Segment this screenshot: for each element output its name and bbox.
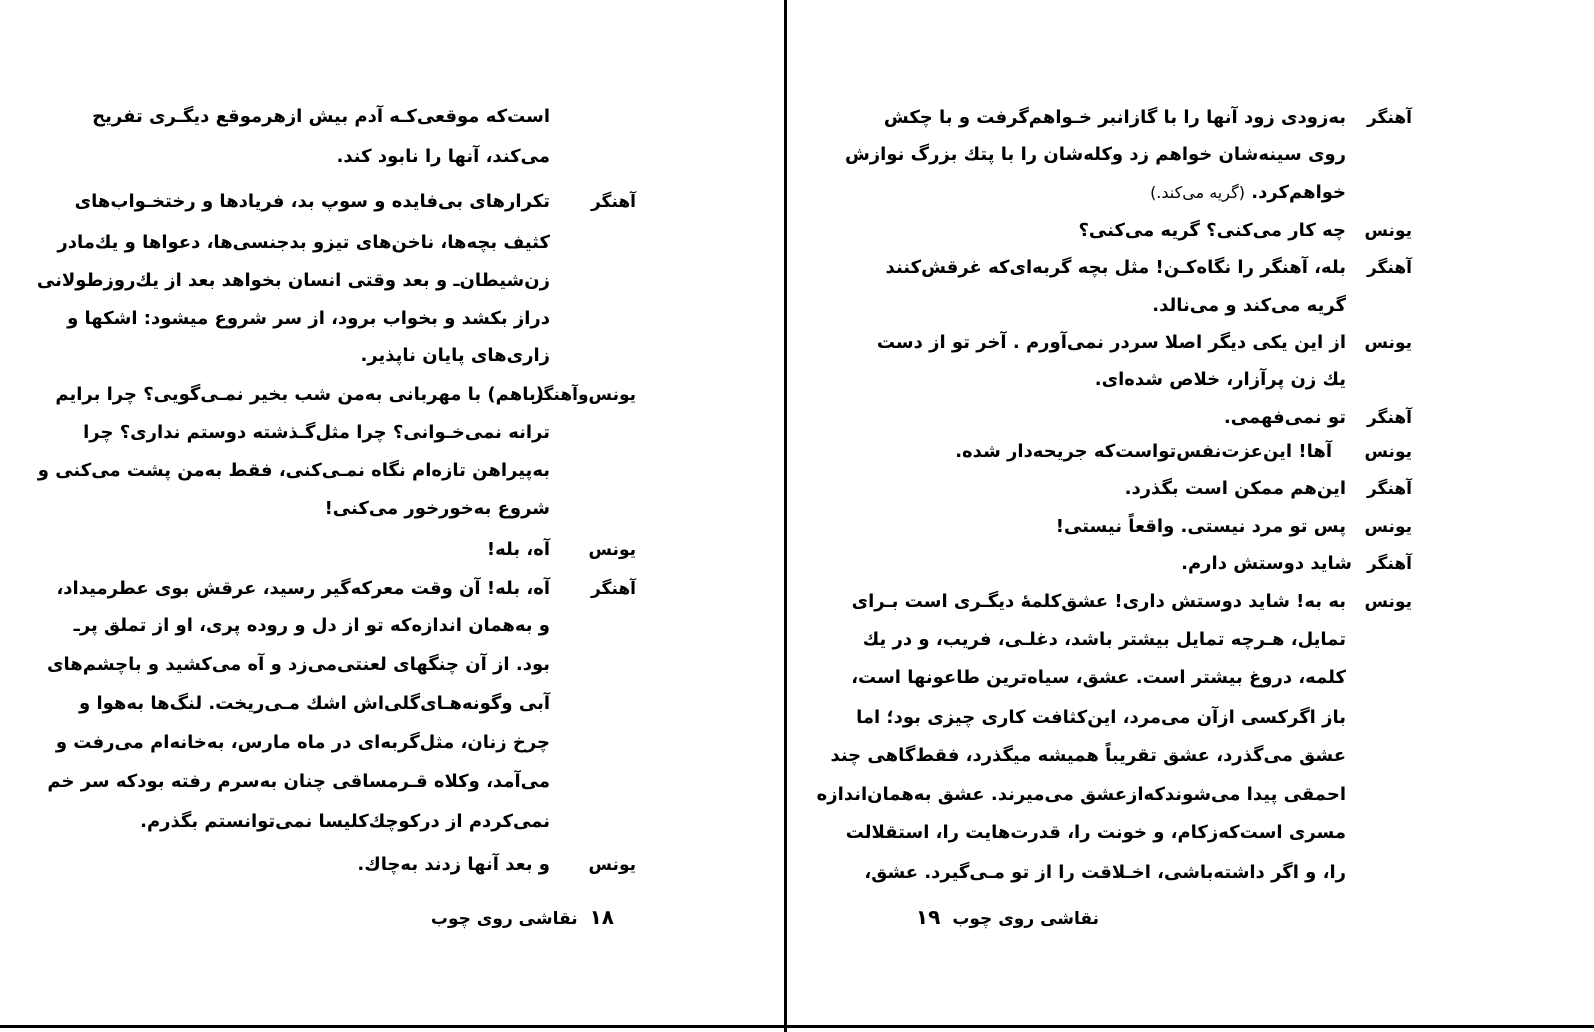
text-line: باز اگرکسی ازآن می‌مرد، این‌کثافت کاری چیزی بود؛ اما: [856, 707, 1346, 728]
text-line: می‌آمد، وکلاه قـرمساقی چنان به‌سرم رفته بودکه سر خم: [47, 771, 550, 792]
text-line: زاری‌های پایان ناپذیر.: [360, 345, 550, 366]
page-footer: [431, 905, 614, 931]
text-line: [1150, 181, 1346, 205]
speaker-younes: یونس: [588, 540, 636, 560]
text-line: تمایل، هـرچه تمایل بیشتر باشد، دغلـی، فریب، و در یك: [862, 629, 1346, 650]
text-line: زن‌شیطان‌ـ و بعد وقتی انسان بخواهد بعد از یك‌روزطولانی: [36, 270, 550, 291]
text-line: و به‌همان اندازه‌که تو از دل و روده پری، او از تملق پر‌ـ: [73, 615, 550, 636]
text-line: احمقی پیدا می‌شوندکه‌ازعشق می‌میرند. عشق به‌همان‌اندازه: [816, 784, 1346, 805]
speaker-ahangar: آهنگر: [1366, 108, 1412, 128]
book-title: نقاشی روی چوب: [430, 909, 578, 929]
text-line: عشق می‌گذرد، عشق تقریباً همیشه میگذرد، فقط‌گاهی چند: [830, 745, 1346, 766]
speaker-younes: یونس: [1364, 517, 1412, 537]
speaker-younes: یونس: [1364, 221, 1412, 241]
text-line: کلمه، دروغ بیشتر است. عشق، سیاه‌ترین طاعونها است،: [851, 667, 1346, 688]
text-line: روی سینه‌شان خواهم زد وکله‌شان را با پتك بزرگ نوازش: [844, 144, 1346, 165]
text-line: شروع به‌خورخور می‌کنی!: [324, 498, 550, 519]
text-line: شاید دوستش دارم.: [1181, 553, 1352, 574]
text-line: پس تو مرد نیستی. واقعاً نیستی!: [1055, 516, 1346, 537]
speaker-ahangar: آهنگر: [1366, 554, 1412, 574]
text-line: آبی وگونه‌هـای‌گلی‌اش اشك مـی‌ریخت. لنگ‌ها به‌هوا و: [79, 693, 550, 714]
book-title: نقاشی روی چوب: [952, 909, 1099, 929]
text-line: آه، بله! آن وقت معرکه‌گیر رسید، عرقش بوی عطرمیداد،: [56, 578, 550, 599]
text-line: دراز بکشد و بخواب برود، از سر شروع میشود: اشکها و: [67, 308, 550, 329]
text-line: گریه می‌کند و می‌نالد.: [1152, 295, 1346, 316]
stage-direction: (گریه می‌کند.): [1150, 183, 1245, 202]
text-segment: خواهم‌کرد.: [1251, 182, 1346, 203]
speaker-younes: یونس: [1364, 442, 1412, 462]
text-line: تکرارهای بی‌فایده و سوپ بد، فریادها و رختخـواب‌های: [74, 191, 550, 212]
text-line: از این یکی دیگر اصلا سردر نمی‌آورم . آخر تو از دست: [876, 332, 1346, 353]
text-line: این‌هم ممکن است بگذرد.: [1124, 478, 1346, 499]
left-page: [0, 0, 784, 1032]
text-line: چرخ زنان، مثل‌گربه‌ای در ماه مارس، به‌خانه‌ام می‌رفت و: [55, 732, 550, 753]
page-number: ۱۹: [915, 905, 941, 929]
text-line: آه، بله!: [486, 539, 550, 560]
text-line: نمی‌کردم از درکوچك‌کلیسا نمی‌توانستم بگذرم.: [140, 811, 550, 832]
text-line: به‌زودی زود آنها را با گازانبر خـواهم‌گرفت و با چکش: [883, 107, 1346, 128]
speaker-ahangar: آهنگر: [1366, 479, 1412, 499]
page-number: ۱۸: [589, 905, 614, 929]
text-line: ترانه نمی‌خـوانی؟ چرا مثل‌گـذشته دوستم نداری؟ چرا: [83, 422, 550, 443]
text-line: کثیف بچه‌ها، ناخن‌های تیزو بدجنسی‌ها، دعواها و یك‌مادر: [57, 232, 550, 253]
right-page: [787, 0, 1594, 1032]
text-line: یك زن پرآزار، خلاص شده‌ای.: [1094, 369, 1346, 390]
text-line: تو نمی‌فهمی.: [1223, 407, 1346, 428]
speaker-ahangar: آهنگر: [590, 579, 636, 599]
text-line: است‌که موقعی‌کـه آدم بیش ازهرموقع دیگـری تفریح: [92, 106, 550, 127]
text-line: آها! این‌عزت‌نفس‌تواست‌که جریحه‌دار شده.: [955, 441, 1332, 462]
text-line: را، و اگر داشته‌باشی، اخـلاقت را از تو مـی‌گیرد. عشق،: [864, 862, 1346, 883]
text-line: مسری است‌که‌زکام، و خونت را، قدرت‌هایت را، استقلالت: [845, 822, 1346, 843]
text-line: به‌پیراهن تازه‌ام نگاه نمـی‌کنی، فقط به‌من پشت می‌کنی و: [37, 460, 550, 481]
speaker-younes: یونس: [588, 855, 636, 875]
speaker-younes: یونس: [1364, 333, 1412, 353]
speaker-ahangar: آهنگر: [1366, 258, 1412, 278]
page-footer: [916, 905, 1099, 931]
text-line: (باهم) با مهربانی به‌من شب بخیر نمـی‌گویی؟ چرا برایم: [55, 384, 544, 405]
speaker-younes: یونس: [1364, 592, 1412, 612]
text-line: چه کار می‌کنی؟ گریه می‌کنی؟: [1078, 220, 1346, 241]
speaker-younes-and-ahangar: یونس‌وآهنگر: [532, 385, 636, 405]
text-line: می‌کند، آنها را نابود کند.: [336, 146, 550, 167]
speaker-ahangar: آهنگر: [590, 192, 636, 212]
text-line: به به! شاید دوستش داری! عشق‌کلمهٔ دیگـری است بـرای: [851, 591, 1346, 612]
text-line: بود. از آن چنگهای لعنتی‌می‌زد و آه می‌کشید و باچشم‌های: [46, 654, 550, 675]
speaker-ahangar: آهنگر: [1366, 408, 1412, 428]
text-line: بله، آهنگر را نگاه‌کـن! مثل بچه گربه‌ای‌که غرقش‌کنند: [885, 257, 1346, 278]
text-line: و بعد آنها زدند به‌چاك.: [357, 854, 550, 875]
